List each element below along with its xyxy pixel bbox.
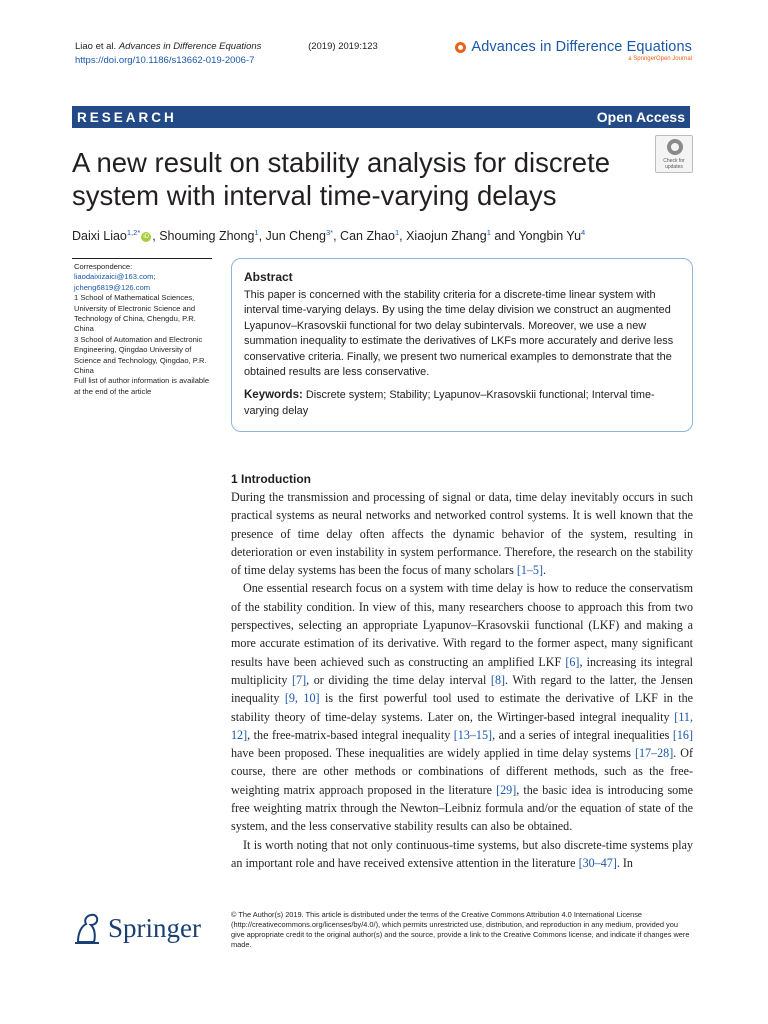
header-authors: Liao et al. [75, 41, 117, 52]
body-paragraph: It is worth noting that not only continuous-time systems, but also discrete-time systems play an important role and have received extensive attention in the literature [30–47]. In [231, 837, 693, 870]
springer-horse-icon [72, 912, 102, 944]
doi-link[interactable]: https://doi.org/10.1186/s13662-019-2006-7 [75, 55, 255, 66]
publisher-name: Springer [108, 912, 201, 943]
citation-link[interactable]: [7] [292, 672, 307, 687]
author-affiliation-ref[interactable]: 1 [394, 228, 400, 237]
author-name: Xiaojun Zhang [406, 229, 487, 244]
citation-link[interactable]: [13–15] [453, 727, 493, 742]
citation-link[interactable]: [6] [565, 654, 580, 669]
affiliation: 1 School of Mathematical Sciences, University of Electronic Science and Technology of China, Chengdu, P.R. China [74, 293, 196, 334]
citation-link[interactable]: [30–47] [578, 855, 617, 870]
author-name: Jun Cheng [265, 229, 326, 244]
brand-sub: a SpringerOpen Journal [628, 56, 692, 62]
citation-link[interactable]: [1–5] [516, 563, 544, 578]
brand-name: Advances in Difference Equations [471, 39, 692, 55]
body-paragraph: During the transmission and processing of signal or data, time delay inevitably occurs in such practical systems as neural networks and networked control systems. It is well known that the presence of time delay often affects the dynamic behavior of the system, resulting in deterioration or even instability in system performance. Therefore, the research on the stability of time delay systems has been the focus of many scholars [1–5]. [231, 490, 693, 578]
article-title: A new result on stability analysis for discrete system with interval time-varying delays [72, 147, 611, 211]
article-type-label: RESEARCH [77, 109, 177, 125]
affiliation: 3 School of Automation and Electronic Engineering, Qingdao University of Science and Technology, Qingdao, P.R. China [74, 334, 207, 376]
open-access-label: Open Access [596, 109, 685, 125]
author-name: Shouming Zhong [159, 229, 255, 244]
citation-link[interactable]: [16] [672, 727, 693, 742]
abstract-text: This paper is concerned with the stability criteria for a discrete-time linear system with interval time-varying delays. By using the time delay division we construct an augmented Lyapunov–Krasovskii functional for two delay subintervals. Moreover, we use a new summation inequality to estimate the derivatives of LKFs more accurately and derive less conservative criteria. Finally, we present two numerical examples to demonstrate that the obtained results are less conservative. [244, 289, 674, 379]
author-list: Daixi Liao$^{1,2*}$ iD , Shouming Zhong$^1$, Jun Cheng$^{3*}$, Can Zhao$^1$, Xiaojun Zhang$^1$ and Yongbin Yu$^4$ [72, 228, 586, 244]
author-name: Yongbin Yu [518, 229, 582, 244]
author-affiliation-ref[interactable]: 1 [486, 228, 491, 237]
citation-link[interactable]: [29] [496, 782, 517, 797]
orcid-icon[interactable]: iD [141, 232, 151, 242]
author-affiliation-ref[interactable]: 4 [581, 228, 586, 237]
springeropen-logo-icon [455, 42, 466, 53]
section-heading: 1 Introduction [231, 472, 311, 486]
correspondence-label: Correspondence: [74, 262, 133, 271]
author-affiliation-ref[interactable]: 1 [254, 228, 259, 237]
journal-brand[interactable] [455, 39, 692, 62]
keywords [244, 388, 680, 419]
header-article: 2019:123 [338, 41, 378, 52]
abstract-box [231, 258, 693, 432]
citation-link[interactable]: [17–28] [634, 746, 674, 761]
author-info-note: Full list of author information is available at the end of the article [74, 376, 210, 396]
author-name: Can Zhao [340, 229, 395, 244]
citation-link[interactable]: [9, 10] [284, 691, 320, 706]
check-updates-icon [667, 139, 683, 155]
article-body [231, 488, 693, 872]
keywords-list: Discrete system; Stability; Lyapunov–Krasovskii functional; Interval time-varying delay [244, 389, 655, 417]
license-text: © The Author(s) 2019. This article is distributed under the terms of the Creative Commons Attribution 4.0 International License (http://creativecommons.org/licenses/by/4.0/), which permits unrestricted use, distribution, and reproduction in any medium, provided you give appropriate credit to the original author(s) and the source, provide a link to the Creative Commons license, and indicate if changes were made. [231, 910, 690, 949]
author-affiliation-ref[interactable]: 1,2* [126, 228, 141, 237]
citation-link[interactable]: [11, 12] [231, 709, 693, 742]
sidebar-divider [72, 258, 212, 259]
header-year: (2019) [308, 41, 336, 52]
email-link[interactable]: jcheng6819@126.com [74, 282, 151, 292]
abstract-heading: Abstract [244, 270, 293, 284]
body-paragraph: One essential research focus on a system with time delay is how to reduce the conservatism of the stability condition. In view of this, many researchers choose to approach this from two perspectives, selecting an appropriate Lyapunov–Krasovskii functional (LKF) and making a more accurate estimation of its derivative. With regard to the former aspect, many significant results have been achieved such as constructing an amplified LKF [6], increasing its integral multiplicity [7], or dividing the time delay interval [8]. With regard to the latter, the Jensen inequality [9, 10] is the first powerful tool used to estimate the derivative of LKF in the stability theory of time-delay systems. Later on, the Wirtinger-based integral inequality [11, 12], the free-matrix-based integral inequality [13–15], and a series of integral inequalities [16] have been proposed. These inequalities are widely applied in time delay systems [17–28]. Of course, there are other methods or combinations of different methods, such as the free-weighting matrix approach proposed in the literature [29], the basic idea is introducing some free weighting matrix through the Newton–Leibniz formula and/or the equation of state of the system, and the less conservative stability results can also be obtained. [231, 581, 694, 834]
author-affiliation-ref[interactable]: 3* [326, 228, 334, 237]
author-name: Daixi Liao [72, 229, 127, 244]
correspondence-sidebar [74, 262, 214, 397]
email-link[interactable]: liaodaixizaici@163.com; [74, 272, 156, 282]
article-type-banner [72, 106, 690, 128]
citation-link[interactable]: [8] [490, 672, 506, 687]
running-header [75, 40, 378, 68]
check-updates-text: Check for updates [663, 158, 685, 170]
header-journal: Advances in Difference Equations [118, 41, 262, 52]
springer-logo[interactable] [72, 912, 201, 944]
keywords-label: Keywords: [244, 389, 303, 402]
check-for-updates-badge[interactable] [655, 135, 693, 173]
